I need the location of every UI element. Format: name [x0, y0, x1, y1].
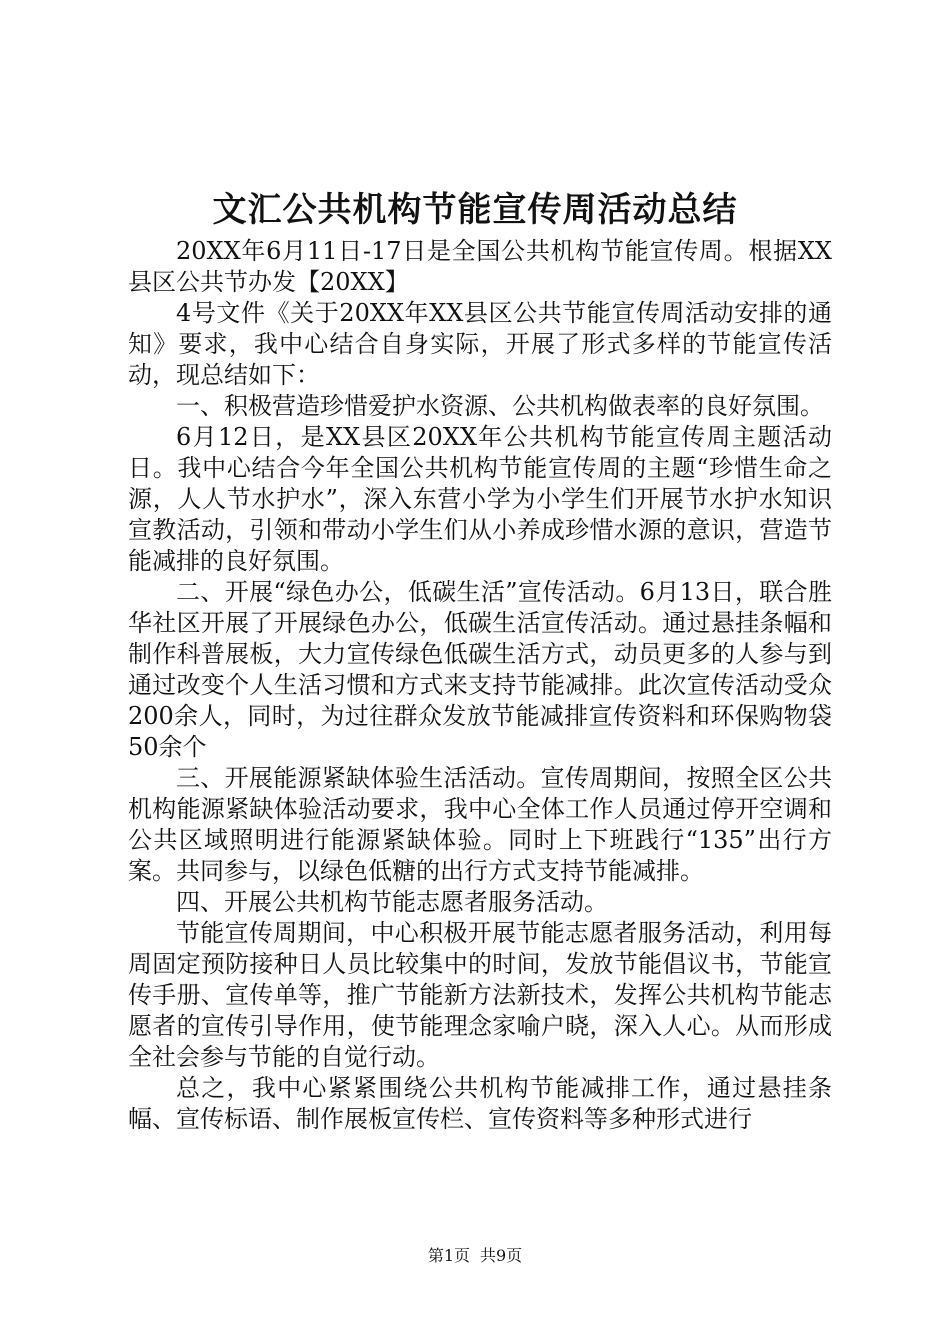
- page-footer: [0, 1245, 950, 1267]
- paragraph-section-2: 二、开展“绿色办公，低碳生活”宣传活动。6月13日，联合胜华社区开展了开展绿色办公，低碳生活宣传活动。通过悬挂条幅和制作科普展板，大力宣传绿色低碳生活方式，动员更多的人参与到通过改变个人生活习惯和方式来支持节能减排。此次宣传活动受众200余人，同时，为过往群众发放节能减排宣传资料和环保购物袋50余个: [128, 578, 832, 761]
- paragraph-notice: 4号文件《关于20XX年XX县区公共节能宣传周活动安排的通知》要求，我中心结合自身实际，开展了形式多样的节能宣传活动，现总结如下：: [128, 299, 832, 389]
- paragraph-section-4: 节能宣传周期间，中心积极开展节能志愿者服务活动，利用每周固定预防接种日人员比较集中的时间，发放节能倡议书，节能宣传手册、宣传单等，推广节能新方法新技术，发挥公共机构节能志愿者的宣传引导作用，使节能理念家喻户晓，深入人心。从而形成全社会参与节能的自觉行动。: [128, 919, 832, 1071]
- section-heading-1: 一、积极营造珍惜爱护水资源、公共机构做表率的良好氛围。: [176, 392, 824, 420]
- paragraph-section-1: 6月12日，是XX县区20XX年公共机构节能宣传周主题活动日。我中心结合今年全国公共机构节能宣传周的主题“珍惜生命之源，人人节水护水”，深入东营小学为小学生们开展节水护水知识宣教活动，引领和带动小学生们从小养成珍惜水源的意识，营造节能减排的良好氛围。: [128, 423, 832, 575]
- document-title: 文汇公共机构节能宣传周活动总结: [212, 190, 738, 230]
- paragraph-intro: 20XX年6月11日-17日是全国公共机构节能宣传周。根据XX县区公共节办发【20XX】: [128, 237, 832, 296]
- page-number-current: 第1页: [427, 1246, 470, 1265]
- section-heading-4: 四、开展公共机构节能志愿者服务活动。: [176, 888, 608, 916]
- paragraph-section-3: 三、开展能源紧缺体验生活活动。宣传周期间，按照全区公共机构能源紧缺体验活动要求，我中心全体工作人员通过停开空调和公共区域照明进行能源紧缺体验。同时上下班践行“135”出行方案。共同参与，以绿色低糖的出行方式支持节能减排。: [128, 764, 832, 885]
- paragraph-summary: 总之，我中心紧紧围绕公共机构节能减排工作，通过悬挂条幅、宣传标语、制作展板宣传栏、宣传资料等多种形式进行: [128, 1074, 832, 1133]
- document-body: [128, 236, 832, 1135]
- page-number-total: 共9页: [480, 1246, 523, 1265]
